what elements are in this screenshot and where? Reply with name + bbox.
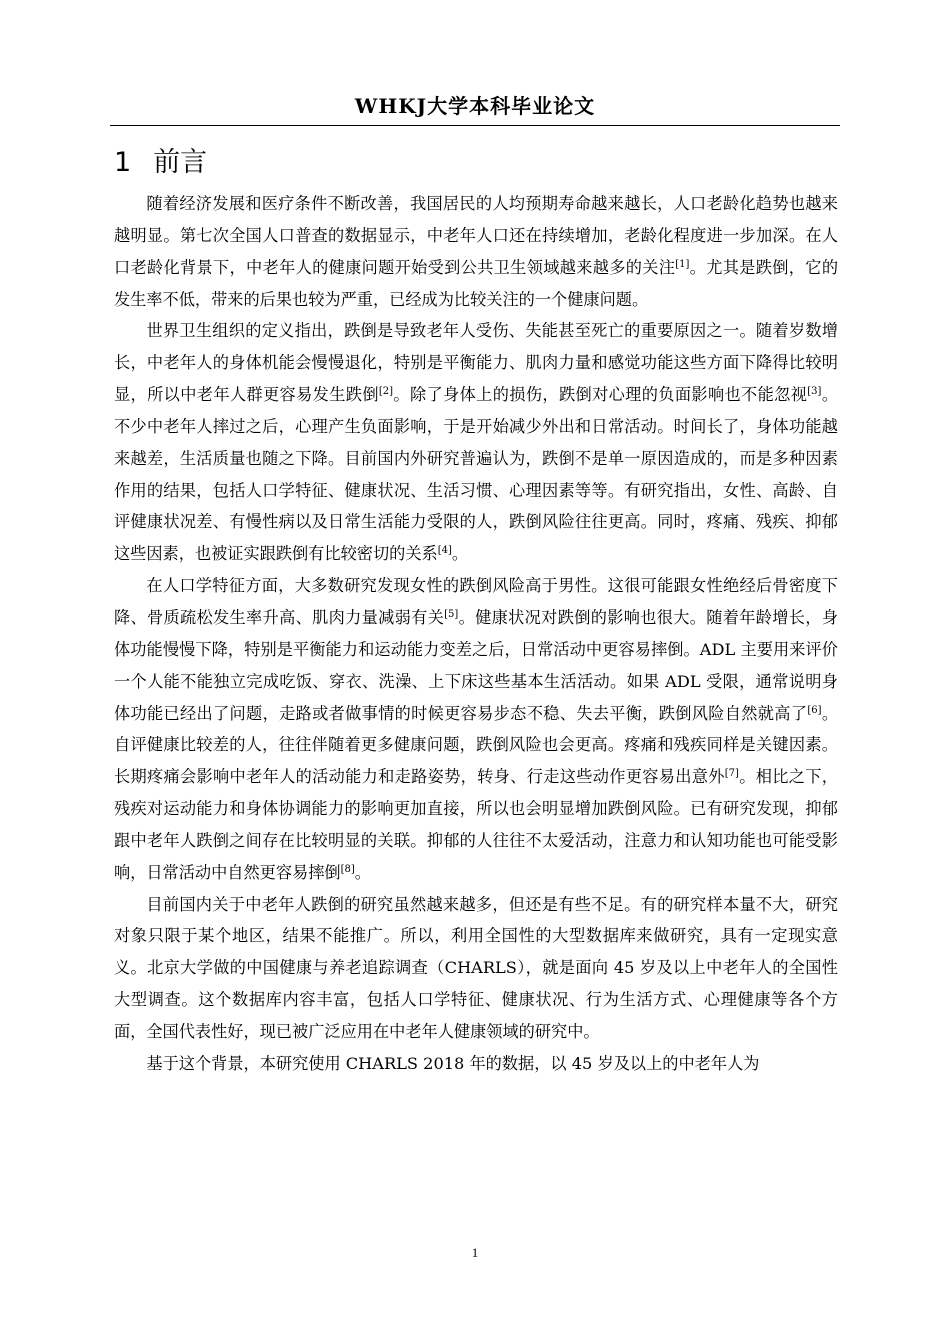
citation-marker: [8]: [340, 863, 355, 875]
paragraph-text: 在人口学特征方面，大多数研究发现女性的跌倒风险高于男性。这很可能跟女性绝经后骨密度下降、骨质疏松发生率升高、肌肉力量减弱有关: [114, 576, 838, 627]
paragraph-text: 基于这个背景，本研究使用 CHARLS 2018 年的数据，以 45 岁及以上的中老年人为: [146, 1053, 760, 1073]
paragraph: [114, 1048, 838, 1080]
citation-marker: [6]: [807, 704, 822, 716]
paragraph-text: 世界卫生组织的定义指出，跌倒是导致老年人受伤、失能甚至死亡的重要原因之一。随着岁数增长，中老年人的身体机能会慢慢退化，特别是平衡能力、肌肉力量和感觉功能这些方面下降得比较明显，所以中老年人群更容易发生跌倒: [114, 321, 838, 405]
page-number: 1: [471, 1245, 479, 1260]
paragraph-text: 。: [451, 544, 469, 564]
paragraph-text: 。健康状况对跌倒的影响也很大。随着年龄增长，身体功能慢慢下降，特别是平衡能力和运动能力变差之后，日常活动中更容易摔倒。ADL 主要用来评价一个人能不能独立完成吃饭、穿衣、洗澡、上下床这些基本生活活动。如果 ADL 受限，通常说明身体功能已经出了问题，走路或者做事情的时候更容易步态不稳、失去平衡，跌倒风险自然就高了: [114, 607, 839, 723]
running-header-title: WHKJ大学本科毕业论文: [354, 94, 596, 118]
paragraph-text: 随着经济发展和医疗条件不断改善，我国居民的人均预期寿命越来越长，人口老龄化趋势也越来越明显。第七次全国人口普查的数据显示，中老年人口还在持续增加，老龄化程度进一步加深。在人口老龄化背景下，中老年人的健康问题开始受到公共卫生领域越来越多的关注: [114, 194, 838, 277]
paragraph-text: 。自评健康比较差的人，往往伴随着更多健康问题，跌倒风险也会更高。疼痛和残疾同样是关键因素。长期疼痛会影响中老年人的活动能力和走路姿势，转身、行走这些动作更容易出意外: [114, 703, 839, 787]
header-divider: [110, 125, 840, 126]
paragraph: [114, 188, 838, 315]
body-text: [114, 188, 838, 1080]
citation-marker: [2]: [378, 386, 394, 398]
paragraph-text: 目前国内关于中老年人跌倒的研究虽然越来越多，但还是有些不足。有的研究样本量不大，研究对象只限于某个地区，结果不能推广。所以，利用全国性的大型数据库来做研究，具有一定现实意义。北京大学做的中国健康与养老追踪调查（CHARLS），就是面向 45 岁及以上中老年人的全国性大型调查。这个数据库内容丰富，包括人口学特征、健康状况、行为生活方式、心理健康等各个方面，全国代表性好，现已被广泛应用在中老年人健康领域的研究中。: [114, 894, 838, 1041]
paragraph: [114, 570, 838, 888]
section-number: 1: [114, 147, 132, 178]
paragraph-text: 。: [354, 862, 371, 882]
paragraph-text: 。相比之下，残疾对运动能力和身体协调能力的影响更加直接，所以也会明显增加跌倒风险。已有研究发现，抑郁跟中老年人跌倒之间存在比较明显的关联。抑郁的人往往不太爱活动，注意力和认知功能也可能受影响，日常活动中自然更容易摔倒: [114, 767, 838, 882]
citation-marker: [4]: [437, 545, 452, 557]
paragraph: [114, 315, 838, 570]
paragraph-text: 。不少中老年人摔过之后，心理产生负面影响，于是开始减少外出和日常活动。时间长了，身体功能越来越差，生活质量也随之下降。目前国内外研究普遍认为，跌倒不是单一原因造成的，而是多种因素作用的结果，包括人口学特征、健康状况、生活习惯、心理因素等等。有研究指出，女性、高龄、自评健康状况差、有慢性病以及日常生活能力受限的人，跌倒风险往往更高。同时，疼痛、残疾、抑郁这些因素，也被证实跟跌倒有比较密切的关系: [114, 385, 839, 564]
paragraph-text: 。除了身体上的损伤，跌倒对心理的负面影响也不能忽视: [393, 385, 808, 405]
citation-marker: [7]: [724, 768, 739, 780]
citation-marker: [5]: [444, 608, 459, 620]
section-heading: [114, 146, 207, 180]
paragraph: [114, 889, 838, 1048]
citation-marker: [1]: [675, 258, 690, 270]
citation-marker: [3]: [807, 386, 822, 398]
section-title: 前言: [153, 147, 208, 178]
paragraph-text: 。尤其是跌倒，它的发生率不低，带来的后果也较为严重，已经成为比较关注的一个健康问题。: [114, 257, 839, 309]
